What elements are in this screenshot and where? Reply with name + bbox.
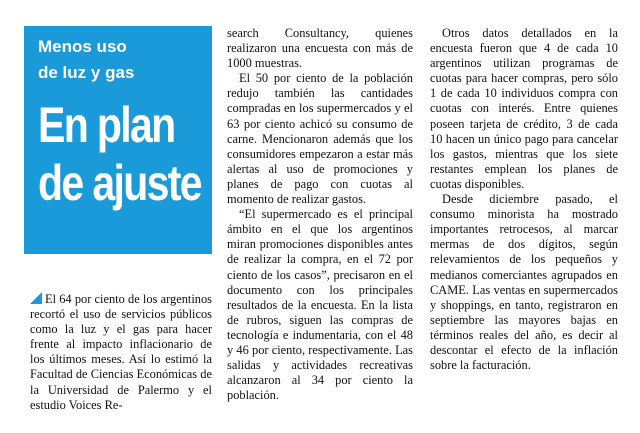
article-column-2 bbox=[227, 26, 413, 403]
article-paragraph: search Consultancy, quienes realizaron una encuesta con más de 1000 muestras. bbox=[227, 26, 413, 71]
article-paragraph: Desde diciembre pasado, el consumo minorista ha mostrado importantes retrocesos, al marcar mermas de dos dígitos, según relevamientos de los pequeños y medianos comerciantes agrupados en CAME. Las ventas en supermercados y shoppings, en tanto, registraron en septiembre las mayores bajas en términos reales del año, es decir al descontar el efecto de la inflación sobre la facturación. bbox=[430, 192, 618, 373]
article-paragraph: Otros datos detallados en la encuesta fueron que 4 de cada 10 argentinos utilizan programas de cuotas para hacer compras, pero sólo 1 de cada 10 individuos compra con cuotas con interés. Entre quienes poseen tarjeta de crédito, 3 de cada 10 hacen un único pago para cancelar los gastos, mientras que los siete restantes emplean los planes de cuotas disponibles. bbox=[430, 26, 618, 191]
kicker-line-2: de luz y gas bbox=[38, 63, 135, 82]
article-column-1 bbox=[30, 292, 212, 413]
article-column-3 bbox=[430, 26, 618, 373]
kicker bbox=[38, 34, 208, 86]
triangle-marker-icon bbox=[30, 292, 42, 304]
article-paragraph: El 50 por ciento de la población redujo también las cantidades compradas en los supermercados y el 63 por ciento achicó su consumo de carne. Mencionaron además que los consumidores empezaron a estar más alertas al uso de promociones y planes de pago con cuotas al momento de realizar gastos. bbox=[227, 71, 413, 207]
headline-box bbox=[24, 26, 212, 254]
article-paragraph: “El supermercado es el principal ámbito en el que los argentinos miran promociones disponibles antes de realizar la compra, en el 72 por ciento de los casos”, precisaron en el documento con los principales resultados de la encuesta. En la lista de rubros, siguen las compras de tecnología e indumentaria, con el 48 y 46 por ciento, respectivamente. Las salidas y actividades recreativas alcanzaron al 34 por ciento la población. bbox=[227, 207, 413, 403]
article-paragraph bbox=[30, 292, 212, 413]
title-line-1: En plan bbox=[38, 97, 175, 153]
headline-title bbox=[38, 96, 201, 212]
lead-paragraph-text: El 64 por ciento de los argentinos recortó el uso de servicios públicos como la luz y el gas para hacer frente al impacto inflacionario de los últimos meses. Así lo estimó la Facultad de Ciencias Económicas de la Universidad de Palermo y el estudio Voices Re- bbox=[30, 292, 212, 412]
kicker-line-1: Menos uso bbox=[38, 37, 127, 56]
title-line-2: de ajuste bbox=[38, 155, 201, 211]
